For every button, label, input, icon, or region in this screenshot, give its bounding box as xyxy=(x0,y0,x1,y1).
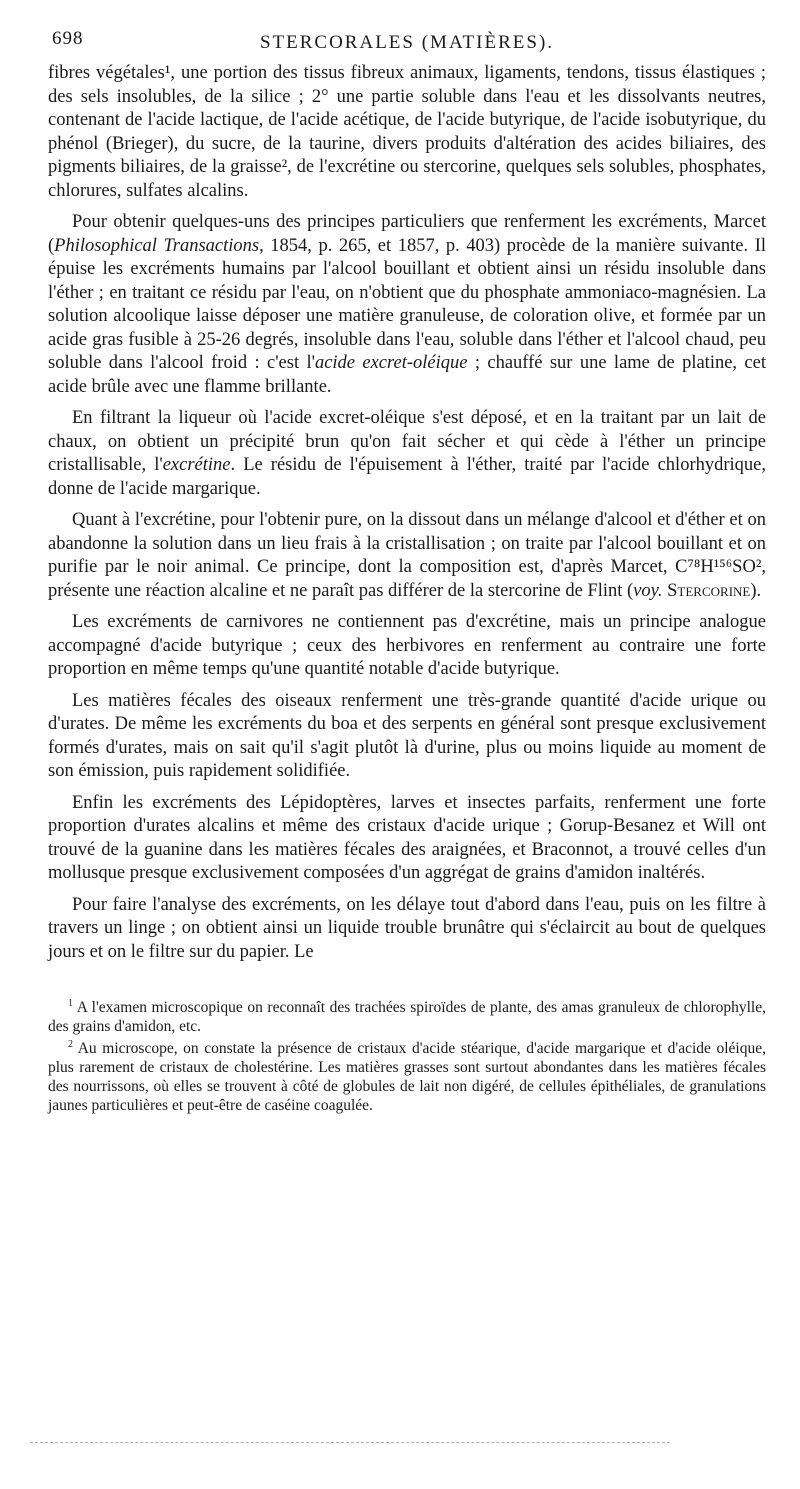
paragraph-7: Enfin les excréments des Lépidoptères, larves et insectes parfaits, renferment une forte proportion d'urates alcalins et même des cristaux d'acide urique ; Gorup-Besanez et Will ont trouvé de la guanine dans les matières fécales des araignées, et Braconnot, a trouvé celles d'un mollusque presque exclusivement composées d'un aggrégat de grains d'amidon inaltérés. xyxy=(48,792,766,883)
paragraph-5: Les excréments de carnivores ne contiennent pas d'excrétine, mais un principe analogue accompagné d'acide butyrique ; ceux des herbivores en renferment au contraire une forte proportion en même temps qu'une quantité notable d'acide butyrique. xyxy=(48,612,766,679)
paragraph-3-part-a: En filtrant la liqueur où l'acide excret-oléique s'est déposé, et en la traitant par un lait de chaux, on obtient un précipité brun qu'on fait sécher et qui cède à l'éther un principe cristallisable, l' xyxy=(48,408,766,475)
paragraph-2-part-e: ; chauffé sur une lame de platine, cet acide brûle avec une flamme brillante. xyxy=(48,353,766,397)
footnote-1 xyxy=(48,998,766,1036)
paragraph-4 xyxy=(48,509,766,603)
document-page xyxy=(48,28,766,1118)
running-header xyxy=(48,28,766,62)
paragraph-4-part-a: Quant à l'excrétine, pour l'obtenir pure, on la dissout dans un mélange d'alcool et d'éther et on abandonne la solution dans un lieu frais à la cristallisation ; on traite par l'alcool bouillant et on purifie par le noir animal. Ce principe, dont la composition est, d'après Marcet, C⁷⁸H¹⁵⁶SO², présente une réaction alcaline et ne paraît pas différer de la stercorine de Flint ( xyxy=(48,510,766,601)
footnote-2 xyxy=(48,1039,766,1115)
page-bottom-rule xyxy=(30,1442,670,1443)
paragraph-6: Les matières fécales des oiseaux renferment une très-grande quantité d'acide urique ou d'urates. De même les excréments du boa et des serpents en général sont presque exclusivement formés d'urates, mais on sait qu'il s'agit plutôt là d'urine, plus ou moins liquide au moment de son émission, puis rapidement solidifiée. xyxy=(48,690,766,781)
cross-reference-stercorine: Stercorine xyxy=(667,580,751,601)
footnote-1-text: A l'examen microscopique on reconnaît des trachées spiroïdes de plante, des amas granuleux de chlorophylle, des grains d'amidon, etc. xyxy=(48,999,766,1035)
paragraph-1: fibres végétales¹, une portion des tissus fibreux animaux, ligaments, tendons, tissus élastiques ; des sels insolubles, de la silice ; 2° une partie soluble dans l'eau et les dissolvants neutres, contenant de l'acide lactique, de l'acide acétique, de l'acide butyrique, de l'acide isobutyrique, du phénol (Brieger), du sucre, de la taurine, divers produits d'altération des acides biliaires, des pigments biliaires, de la graisse², de l'excrétine ou stercorine, quelques sels solubles, phosphates, chlorures, sulfates alcalins. xyxy=(48,63,766,201)
paragraph-2-part-c: , 1854, p. 265, et 1857, p. 403) procède de la manière suivante. Il épuise les excréments humains par l'alcool bouillant et obtient ainsi un résidu insoluble dans l'éther ; en traitant ce résidu par l'eau, on n'obtient que du phosphate ammoniaco-magnésien. La solution alcoolique laisse déposer une matière granuleuse, de coloration olive, et formée par un acide gras fusible à 25-26 degrés, insoluble dans l'eau, soluble dans l'éther et l'alcool chaud, peu soluble dans l'alcool froid : c'est l' xyxy=(48,235,766,373)
paragraph-3-part-c: . Le résidu de l'épuisement à l'éther, traité par l'acide chlorhydrique, donne de l'acide margarique. xyxy=(48,455,766,499)
paragraph-3 xyxy=(48,407,766,501)
acid-term: acide excret-oléique xyxy=(314,353,468,373)
paragraph-2-part-a: Pour obtenir quelques-uns des principes particuliers que renferment les excréments, Marcet ( xyxy=(48,212,766,256)
see-reference: voy. xyxy=(633,580,663,601)
footnote-1-mark: 1 xyxy=(68,997,73,1009)
footnote-2-mark: 2 xyxy=(68,1038,73,1050)
journal-title: Philosophical Transactions xyxy=(54,235,260,256)
page-number: 698 xyxy=(52,28,84,49)
body-text xyxy=(48,62,766,964)
paragraph-4-part-e: ). xyxy=(750,580,762,601)
footnote-2-text: Au microscope, on constate la présence de cristaux d'acide stéarique, d'acide margarique et d'acide oléique, plus rarement de cristaux de cholestérine. Les matières grasses sont surtout abondantes dans les matières fécales des nourrissons, où elles se trouvent à côté de globules de lait non digéré, de cellules épithéliales, de granulations jaunes particulières et peut-être de caséine coagulée. xyxy=(48,1040,766,1114)
paragraph-8: Pour faire l'analyse des excréments, on les délaye tout d'abord dans l'eau, puis on les filtre à travers un linge ; on obtient ainsi un liquide trouble brunâtre qui s'éclaircit au bout de quelques jours et on le filtre sur du papier. Le xyxy=(48,894,766,962)
paragraph-2 xyxy=(48,211,766,399)
running-title: STERCORALES (MATIÈRES). xyxy=(259,32,555,53)
footnotes xyxy=(48,998,766,1115)
excretine-term: excrétine xyxy=(162,455,231,475)
